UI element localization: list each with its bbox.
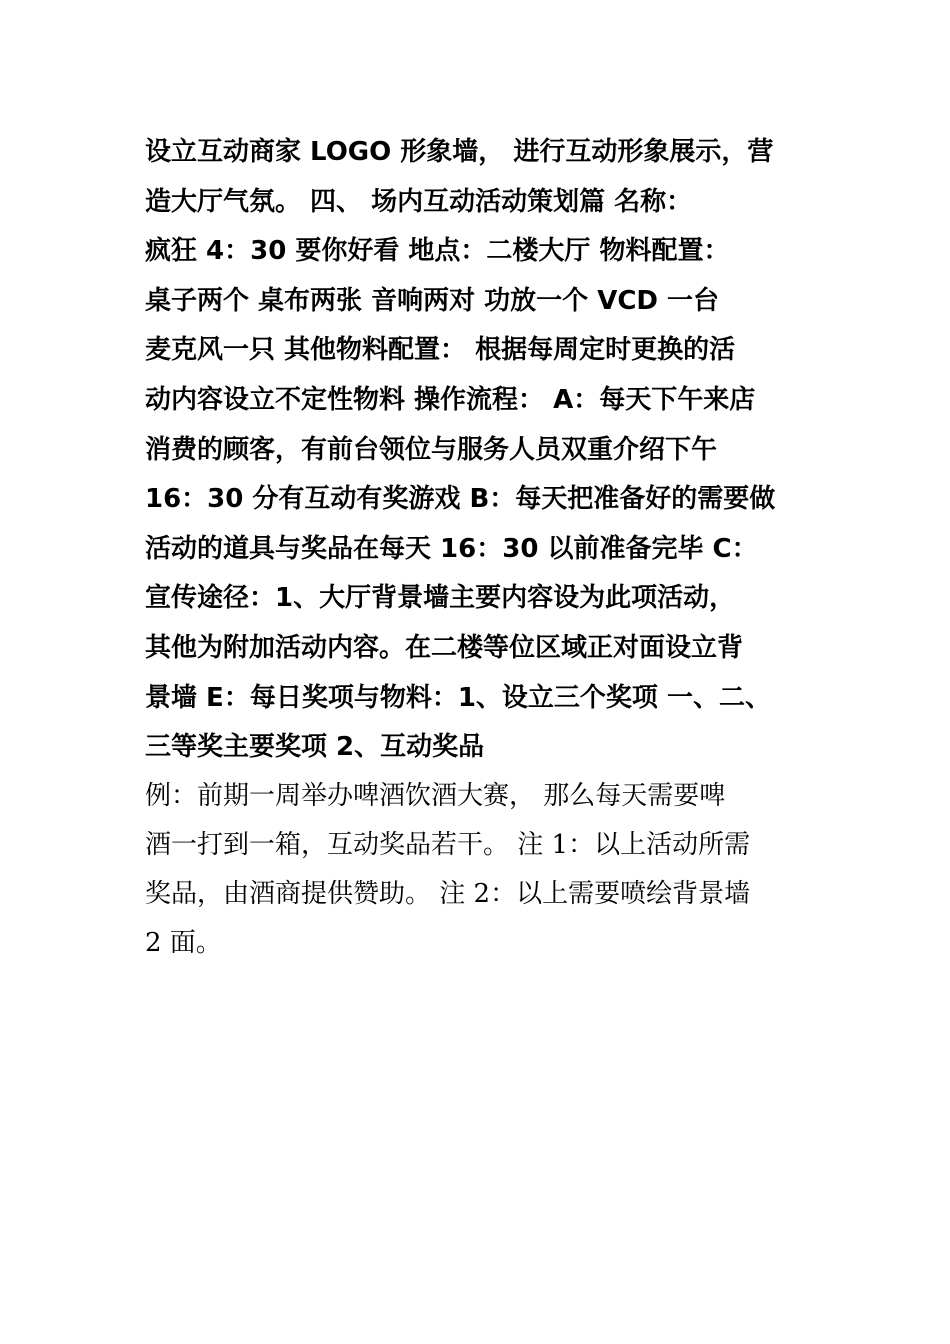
bold-line: 麦克风一只 其他物料配置： 根据每周定时更换的活: [145, 335, 736, 366]
bold-paragraph: [145, 128, 865, 773]
plain-line: 奖品，由酒商提供赞助。 注 2：以上需要喷绘背景墙: [145, 879, 751, 909]
bold-line: 16：30 分有互动有奖游戏 B：每天把准备好的需要做: [145, 484, 776, 515]
bold-line: 造大厅气氛。 四、 场内互动活动策划篇 名称：: [145, 186, 693, 217]
bold-line: 活动的道具与奖品在每天 16：30 以前准备完毕 C：: [145, 533, 758, 564]
bold-line: 景墙 E：每日奖项与物料：1、设立三个奖项 一、二、: [145, 682, 771, 713]
plain-line: 例：前期一周举办啤酒饮酒大赛， 那么每天需要啤: [145, 781, 726, 811]
bold-line: 其他为附加活动内容。在二楼等位区域正对面设立背: [145, 632, 744, 663]
bold-line: 宣传途径：1、大厅背景墙主要内容设为此项活动，: [145, 583, 736, 614]
plain-line: 2 面。: [145, 928, 222, 958]
bold-line: 疯狂 4：30 要你好看 地点：二楼大厅 物料配置：: [145, 236, 730, 267]
bold-line: 消费的顾客，有前台领位与服务人员双重介绍下午: [145, 434, 718, 465]
plain-line: 酒一打到一箱，互动奖品若干。 注 1：以上活动所需: [145, 830, 751, 860]
plain-paragraph: [145, 772, 865, 968]
bold-line: 设立互动商家 LOGO 形象墙， 进行互动形象展示，营: [145, 137, 774, 167]
bold-line: 桌子两个 桌布两张 音响两对 功放一个 VCD 一台: [145, 285, 720, 316]
bold-line: 动内容设立不定性物料 操作流程： A：每天下午来店: [145, 384, 756, 415]
bold-line: 三等奖主要奖项 2、互动奖品: [145, 732, 485, 763]
